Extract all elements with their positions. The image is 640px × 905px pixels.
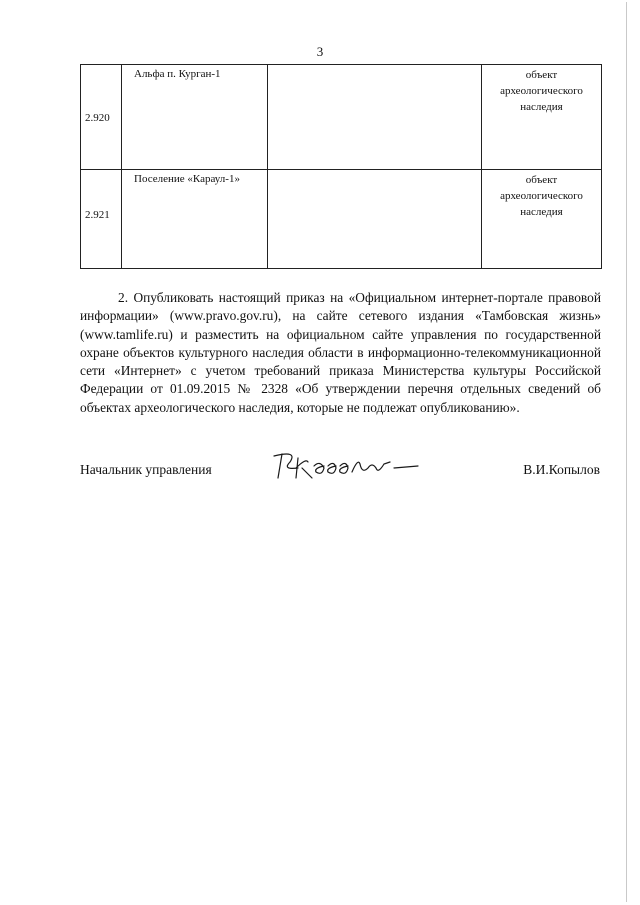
row-number: 2.920 xyxy=(85,112,110,124)
table-row xyxy=(81,170,602,269)
status-line: наследия xyxy=(520,206,563,218)
object-status xyxy=(482,170,602,269)
page-number: 3 xyxy=(316,44,324,59)
handwritten-signature-icon xyxy=(268,448,428,484)
row-number-cell xyxy=(81,65,122,170)
publication-paragraph: 2. Опубликовать настоящий приказ на «Официальном интернет-портале правовой информации» (www.pravo.gov.ru), на сайте сетевого издания «Тамбовская жизнь» (www.tamlife.ru) и разместить на официальном сайте управления по государственной охране объектов культурного наследия области в информационно-телекоммуникационной сети «Интернет» с учетом требований приказа Министерства культуры Российской Федерации от 01.09.2015 № 2328 «Об утверждении перечня отдельных сведений об объектах археологического наследия, которые не подлежат опубликованию». xyxy=(80,290,601,415)
object-location xyxy=(268,170,482,269)
object-location xyxy=(268,65,482,170)
status-line: объект xyxy=(525,174,558,186)
status-line: археологического xyxy=(500,190,583,202)
status-line: наследия xyxy=(520,101,563,113)
object-name: Поселение «Караул-1» xyxy=(122,170,268,269)
signatory-position: Начальник управления xyxy=(80,462,212,477)
row-number: 2.921 xyxy=(85,209,110,221)
heritage-objects-table xyxy=(80,64,602,269)
object-name: Альфа п. Курган-1 xyxy=(122,65,268,170)
signature-block xyxy=(80,452,600,492)
object-status xyxy=(482,65,602,170)
table-row xyxy=(81,65,602,170)
scan-edge-line xyxy=(626,2,627,902)
row-number-cell xyxy=(81,170,122,269)
status-line: объект xyxy=(525,69,558,81)
status-line: археологического xyxy=(500,85,583,97)
signatory-name: В.И.Копылов xyxy=(523,462,600,477)
